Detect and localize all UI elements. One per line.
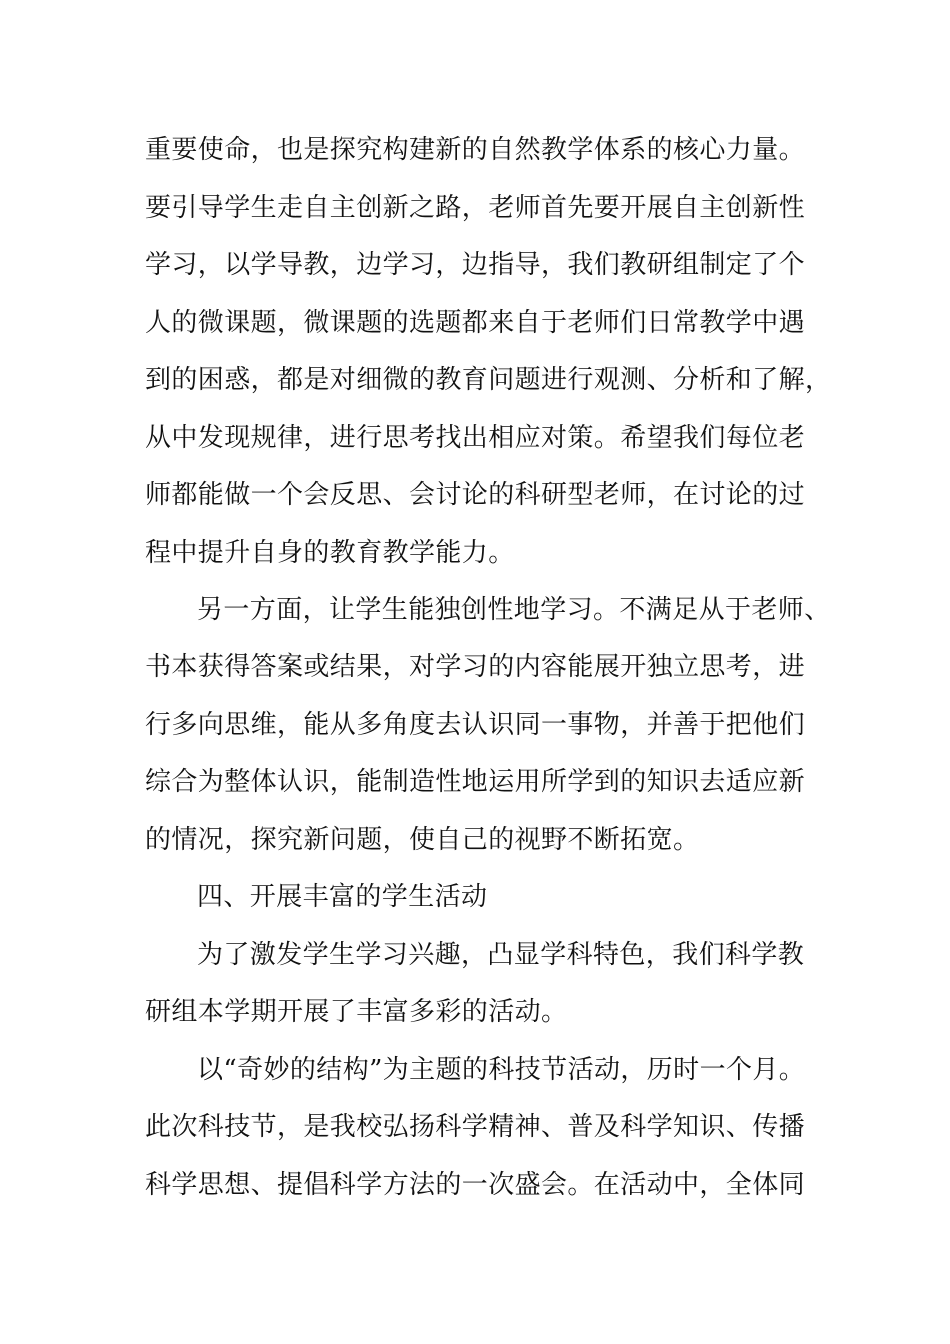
text-line: 到的困惑，都是对细微的教育问题进行观测、分析和了解， [145,365,832,395]
text-line: 人的微课题，微课题的选题都来自于老师们日常教学中遇 [145,308,806,338]
text-line: 研组本学期开展了丰富多彩的活动。 [145,997,568,1027]
text-line: 为了激发学生学习兴趣，凸显学科特色，我们科学教 [197,940,805,970]
text-line: 师都能做一个会反思、会讨论的科研型老师，在讨论的过 [145,480,806,510]
text-line: 另一方面，让学生能独创性地学习。不满足从于老师、 [197,595,831,625]
text-line: 程中提升自身的教育教学能力。 [145,538,515,568]
text-line: 以“奇妙的结构”为主题的科技节活动，历时一个月。 [197,1055,806,1085]
text-line: 学习，以学导教，边学习，边指导，我们教研组制定了个 [145,250,806,280]
text-line: 要引导学生走自主创新之路，老师首先要开展自主创新性 [145,193,806,223]
text-line: 综合为整体认识，能制造性地运用所学到的知识去适应新 [145,767,806,797]
text-line: 重要使命，也是探究构建新的自然教学体系的核心力量。 [145,135,806,165]
text-line: 行多向思维，能从多角度去认识同一事物，并善于把他们 [145,710,806,740]
text-line: 书本获得答案或结果，对学习的内容能展开独立思考，进 [145,652,806,682]
text-line: 此次科技节，是我校弘扬科学精神、普及科学知识、传播 [145,1112,806,1142]
section-heading: 四、开展丰富的学生活动 [197,882,488,912]
text-line: 从中发现规律，进行思考找出相应对策。希望我们每位老 [145,423,806,453]
text-line: 的情况，探究新问题，使自己的视野不断拓宽。 [145,825,700,855]
text-line: 科学思想、提倡科学方法的一次盛会。在活动中，全体同 [145,1170,806,1200]
